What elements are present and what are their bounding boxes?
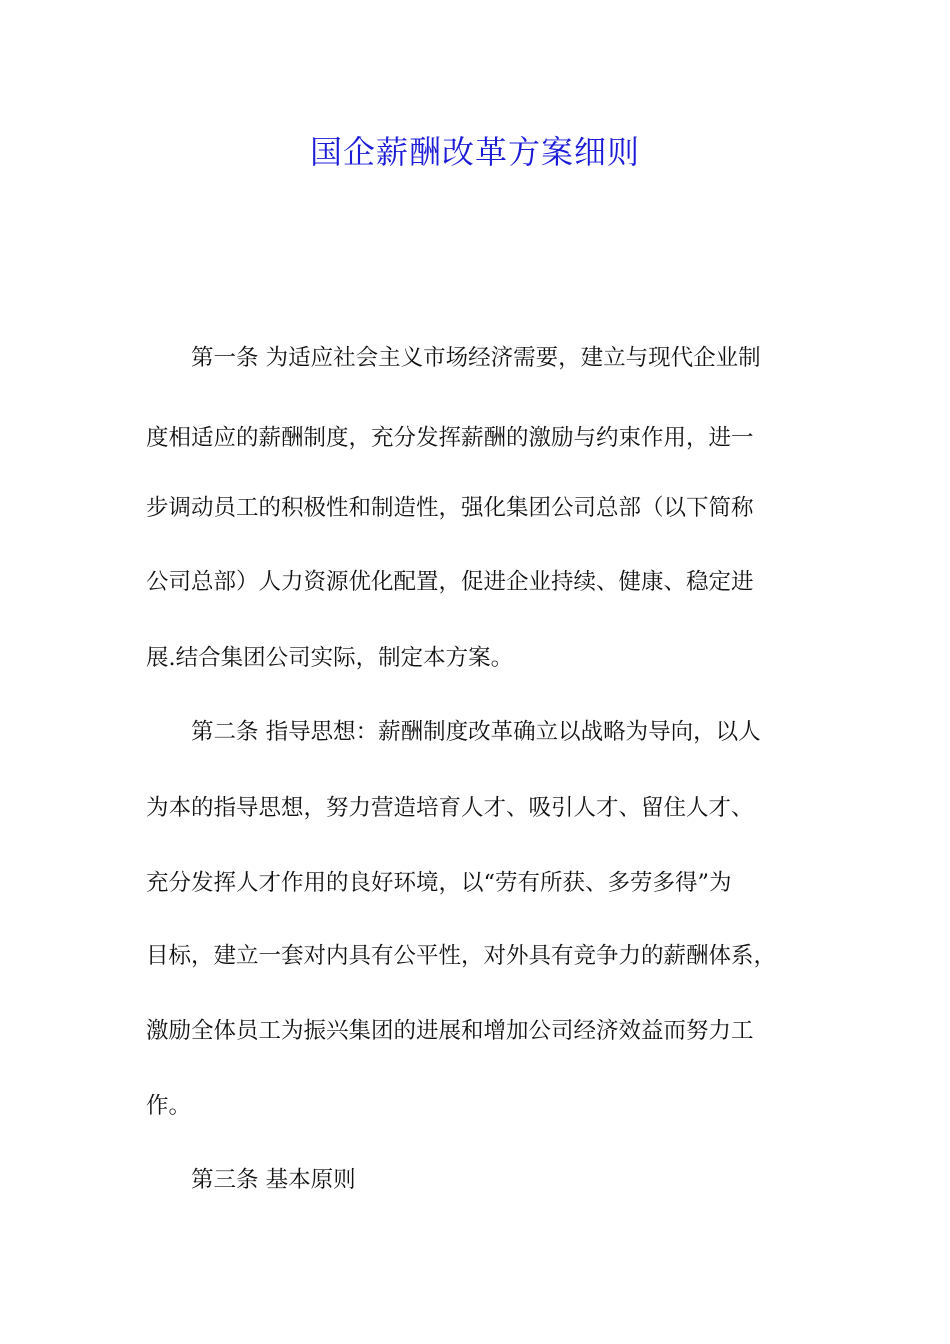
article-2-line-4: 目标，建立一套对内具有公平性，对外具有竞争力的薪酬体系， [146,943,777,969]
article-2-line-3: 充分发挥人才作用的良好环境，以“劳有所获、多劳多得”为 [146,870,732,896]
article-1-line-5: 展.结合集团公司实际，制定本方案。 [146,645,514,671]
article-3-heading: 第三条 基本原则 [191,1167,356,1193]
article-2-line-1: 第二条 指导思想：薪酬制度改革确立以战略为导向，以人 [191,719,761,745]
article-1-line-3: 步调动员工的积极性和制造性，强化集团公司总部（以下简称 [146,495,754,521]
article-2-line-6: 作。 [146,1093,192,1119]
article-2-line-5: 激励全体员工为振兴集团的进展和增加公司经济效益而努力工 [146,1018,754,1044]
article-1-line-2: 度相适应的薪酬制度，充分发挥薪酬的激励与约束作用，进一 [146,425,754,451]
article-1-line-4: 公司总部）人力资源优化配置，促进企业持续、健康、稳定进 [146,569,754,595]
article-1-line-1: 第一条 为适应社会主义市场经济需要，建立与现代企业制 [191,345,761,371]
article-2-line-2: 为本的指导思想，努力营造培育人才、吸引人才、留住人才、 [146,795,754,821]
document-title: 国企薪酬改革方案细则 [309,133,640,171]
